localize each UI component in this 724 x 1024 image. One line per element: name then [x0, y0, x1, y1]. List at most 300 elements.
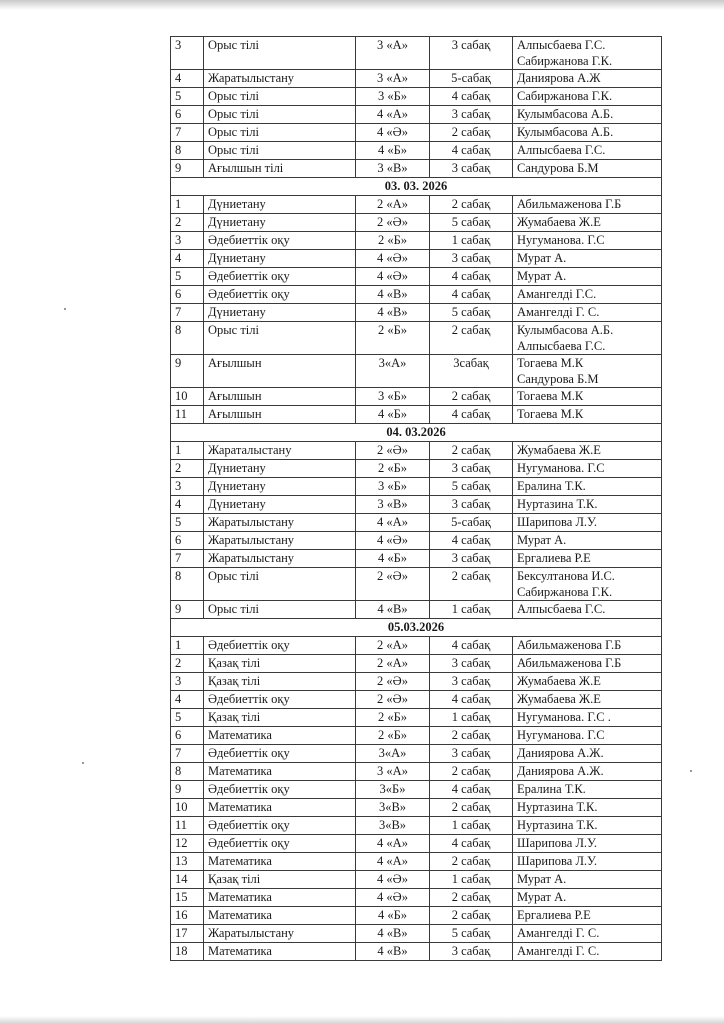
table-row — [171, 37, 662, 70]
row-number: 11 — [171, 406, 204, 424]
subject-cell: Дүниетану — [204, 304, 356, 322]
row-number: 14 — [171, 871, 204, 889]
teacher-cell — [513, 196, 662, 214]
subject-cell: Математика — [204, 727, 356, 745]
row-number: 10 — [171, 388, 204, 406]
lesson-cell: 3 сабақ — [430, 37, 513, 70]
teacher-cell — [513, 835, 662, 853]
class-cell: 2 «Ә» — [356, 673, 430, 691]
table-row — [171, 871, 662, 889]
row-number: 9 — [171, 781, 204, 799]
schedule-body — [171, 37, 662, 961]
subject-cell: Математика — [204, 907, 356, 925]
table-row — [171, 655, 662, 673]
subject-cell: Дүниетану — [204, 214, 356, 232]
row-number: 4 — [171, 70, 204, 88]
teacher-cell — [513, 709, 662, 727]
teacher-name: Абильмаженова Г.Б — [517, 656, 622, 670]
teacher-name: Бексултанова И.С. — [517, 569, 615, 583]
teacher-name: Абильмаженова Г.Б — [517, 197, 622, 211]
table-row — [171, 388, 662, 406]
lesson-cell: 5 сабақ — [430, 925, 513, 943]
row-number: 1 — [171, 442, 204, 460]
subject-cell: Әдебиеттік оқу — [204, 286, 356, 304]
teacher-name: Тогаева М.К — [517, 356, 584, 370]
row-number: 8 — [171, 568, 204, 601]
lesson-cell: 4 сабақ — [430, 532, 513, 550]
lesson-cell: 3 сабақ — [430, 550, 513, 568]
teacher-cell — [513, 88, 662, 106]
teacher-cell — [513, 943, 662, 961]
row-number: 15 — [171, 889, 204, 907]
teacher-name: Кулымбасова А.Б. — [517, 107, 614, 121]
teacher-name: Ергалиева Р.Е — [517, 551, 591, 565]
teacher-cell — [513, 532, 662, 550]
subject-cell: Дүниетану — [204, 196, 356, 214]
row-number: 9 — [171, 355, 204, 388]
teacher-cell — [513, 355, 662, 388]
teacher-name: Шарипова Л.У. — [517, 854, 597, 868]
teacher-cell — [513, 817, 662, 835]
class-cell: 4 «В» — [356, 943, 430, 961]
class-cell: 4 «Ә» — [356, 889, 430, 907]
teacher-cell — [513, 496, 662, 514]
row-number: 13 — [171, 853, 204, 871]
table-row — [171, 532, 662, 550]
subject-cell: Ағылшын тілі — [204, 160, 356, 178]
subject-cell: Әдебиеттік оқу — [204, 835, 356, 853]
subject-cell: Орыс тілі — [204, 322, 356, 355]
lesson-cell: 3 сабақ — [430, 745, 513, 763]
lesson-cell: 3 сабақ — [430, 460, 513, 478]
lesson-cell: 3сабақ — [430, 355, 513, 388]
table-row — [171, 907, 662, 925]
table-row — [171, 322, 662, 355]
row-number: 16 — [171, 907, 204, 925]
teacher-cell — [513, 70, 662, 88]
row-number: 4 — [171, 250, 204, 268]
class-cell: 2 «А» — [356, 655, 430, 673]
lesson-cell: 2 сабақ — [430, 442, 513, 460]
schedule-table — [170, 36, 662, 961]
subject-cell: Орыс тілі — [204, 568, 356, 601]
lesson-cell: 1 сабақ — [430, 817, 513, 835]
teacher-name: Ералина Т.К. — [517, 782, 586, 796]
teacher-name: Сандурова Б.М — [517, 372, 599, 386]
subject-cell: Орыс тілі — [204, 106, 356, 124]
table-row — [171, 817, 662, 835]
table-row — [171, 232, 662, 250]
row-number: 9 — [171, 601, 204, 619]
lesson-cell: 2 сабақ — [430, 124, 513, 142]
class-cell: 4 «Ә» — [356, 250, 430, 268]
subject-cell: Жаратылыстану — [204, 532, 356, 550]
teacher-cell — [513, 142, 662, 160]
lesson-cell: 2 сабақ — [430, 763, 513, 781]
lesson-cell: 1 сабақ — [430, 232, 513, 250]
lesson-cell: 5-сабақ — [430, 514, 513, 532]
class-cell: 3«В» — [356, 817, 430, 835]
class-cell: 2 «Ә» — [356, 442, 430, 460]
subject-cell: Әдебиеттік оқу — [204, 745, 356, 763]
subject-cell: Математика — [204, 799, 356, 817]
class-cell: 3 «Б» — [356, 478, 430, 496]
date-header: 03. 03. 2026 — [171, 178, 662, 196]
class-cell: 2 «Ә» — [356, 691, 430, 709]
teacher-name: Амангелді Г.С. — [517, 287, 597, 301]
teacher-name: Жумабаева Ж.Е — [517, 215, 601, 229]
teacher-name: Жумабаева Ж.Е — [517, 443, 601, 457]
lesson-cell: 3 сабақ — [430, 673, 513, 691]
lesson-cell: 2 сабақ — [430, 907, 513, 925]
table-row — [171, 460, 662, 478]
teacher-cell — [513, 655, 662, 673]
lesson-cell: 4 сабақ — [430, 637, 513, 655]
subject-cell: Әдебиеттік оқу — [204, 637, 356, 655]
teacher-cell — [513, 691, 662, 709]
teacher-name: Кулымбасова А.Б. — [517, 323, 614, 337]
table-row — [171, 637, 662, 655]
lesson-cell: 4 сабақ — [430, 142, 513, 160]
table-row — [171, 355, 662, 388]
teacher-cell — [513, 388, 662, 406]
lesson-cell: 4 сабақ — [430, 835, 513, 853]
teacher-name: Амангелді Г. С. — [517, 944, 600, 958]
class-cell: 4 «Б» — [356, 550, 430, 568]
row-number: 6 — [171, 727, 204, 745]
row-number: 6 — [171, 286, 204, 304]
scan-speck — [64, 308, 66, 310]
teacher-name: Мурат А. — [517, 872, 567, 886]
class-cell: 2 «Б» — [356, 460, 430, 478]
row-number: 2 — [171, 214, 204, 232]
class-cell: 4 «Ә» — [356, 871, 430, 889]
class-cell: 4 «А» — [356, 853, 430, 871]
scan-speck — [690, 770, 692, 772]
class-cell: 4 «Б» — [356, 406, 430, 424]
teacher-cell — [513, 673, 662, 691]
teacher-name: Мурат А. — [517, 890, 567, 904]
lesson-cell: 4 сабақ — [430, 691, 513, 709]
table-row — [171, 943, 662, 961]
teacher-name: Шарипова Л.У. — [517, 515, 597, 529]
subject-cell: Ағылшын — [204, 406, 356, 424]
row-number: 11 — [171, 817, 204, 835]
teacher-name: Амангелді Г. С. — [517, 926, 600, 940]
lesson-cell: 4 сабақ — [430, 88, 513, 106]
teacher-name: Алпысбаева Г.С. — [517, 143, 606, 157]
lesson-cell: 4 сабақ — [430, 268, 513, 286]
teacher-cell — [513, 478, 662, 496]
row-number: 5 — [171, 88, 204, 106]
table-row — [171, 727, 662, 745]
teacher-name: Сандурова Б.М — [517, 161, 599, 175]
subject-cell: Математика — [204, 889, 356, 907]
lesson-cell: 4 сабақ — [430, 406, 513, 424]
lesson-cell: 5 сабақ — [430, 214, 513, 232]
teacher-name: Нугуманова. Г.С — [517, 461, 605, 475]
teacher-cell — [513, 304, 662, 322]
class-cell: 4 «А» — [356, 106, 430, 124]
table-row — [171, 478, 662, 496]
row-number: 1 — [171, 196, 204, 214]
class-cell: 4 «А» — [356, 514, 430, 532]
row-number: 8 — [171, 322, 204, 355]
class-cell: 2 «Б» — [356, 232, 430, 250]
teacher-name: Нуртазина Т.К. — [517, 818, 598, 832]
table-row — [171, 799, 662, 817]
teacher-cell — [513, 853, 662, 871]
table-row — [171, 88, 662, 106]
class-cell: 2 «Б» — [356, 322, 430, 355]
lesson-cell: 2 сабақ — [430, 568, 513, 601]
table-row — [171, 514, 662, 532]
row-number: 2 — [171, 655, 204, 673]
table-row — [171, 889, 662, 907]
subject-cell: Жараталыстану — [204, 442, 356, 460]
subject-cell: Ағылшын — [204, 388, 356, 406]
class-cell: 4 «Ә» — [356, 532, 430, 550]
teacher-cell — [513, 442, 662, 460]
row-number: 12 — [171, 835, 204, 853]
subject-cell: Дүниетану — [204, 478, 356, 496]
row-number: 10 — [171, 799, 204, 817]
subject-cell: Қазақ тілі — [204, 673, 356, 691]
teacher-name: Амангелді Г. С. — [517, 305, 600, 319]
class-cell: 3 «Б» — [356, 88, 430, 106]
teacher-name: Мурат А. — [517, 251, 567, 265]
row-number: 7 — [171, 550, 204, 568]
table-row — [171, 160, 662, 178]
class-cell: 4 «В» — [356, 925, 430, 943]
subject-cell: Орыс тілі — [204, 601, 356, 619]
class-cell: 3 «Б» — [356, 388, 430, 406]
row-number: 7 — [171, 304, 204, 322]
subject-cell: Әдебиеттік оқу — [204, 268, 356, 286]
lesson-cell: 1 сабақ — [430, 871, 513, 889]
teacher-cell — [513, 286, 662, 304]
row-number: 4 — [171, 691, 204, 709]
table-row — [171, 925, 662, 943]
teacher-name: Нугуманова. Г.С — [517, 233, 605, 247]
table-row — [171, 214, 662, 232]
scan-speck — [82, 762, 84, 764]
table-row — [171, 745, 662, 763]
row-number: 18 — [171, 943, 204, 961]
row-number: 8 — [171, 142, 204, 160]
teacher-cell — [513, 106, 662, 124]
teacher-name: Жумабаева Ж.Е — [517, 692, 601, 706]
lesson-cell: 2 сабақ — [430, 388, 513, 406]
subject-cell: Қазақ тілі — [204, 871, 356, 889]
scan-top-edge — [0, 0, 724, 10]
subject-cell: Қазақ тілі — [204, 709, 356, 727]
lesson-cell: 5 сабақ — [430, 304, 513, 322]
teacher-cell — [513, 637, 662, 655]
class-cell: 4 «Ә» — [356, 268, 430, 286]
table-row — [171, 196, 662, 214]
table-row — [171, 691, 662, 709]
lesson-cell: 5-сабақ — [430, 70, 513, 88]
teacher-cell — [513, 727, 662, 745]
table-row — [171, 550, 662, 568]
class-cell: 2 «А» — [356, 637, 430, 655]
teacher-name: Тогаева М.К — [517, 389, 584, 403]
teacher-cell — [513, 160, 662, 178]
table-row — [171, 70, 662, 88]
date-header-row — [171, 178, 662, 196]
lesson-cell: 2 сабақ — [430, 322, 513, 355]
row-number: 2 — [171, 460, 204, 478]
class-cell: 3 «А» — [356, 70, 430, 88]
teacher-cell — [513, 781, 662, 799]
subject-cell: Математика — [204, 943, 356, 961]
lesson-cell: 2 сабақ — [430, 889, 513, 907]
teacher-name: Нуртазина Т.К. — [517, 800, 598, 814]
subject-cell: Математика — [204, 763, 356, 781]
teacher-name: Сабиржанова Г.К. — [517, 89, 613, 103]
lesson-cell: 3 сабақ — [430, 250, 513, 268]
teacher-name: Сабиржанова Г.К. — [517, 54, 613, 68]
table-row — [171, 442, 662, 460]
subject-cell: Орыс тілі — [204, 124, 356, 142]
teacher-name: Ергалиева Р.Е — [517, 908, 591, 922]
table-row — [171, 568, 662, 601]
teacher-name: Тогаева М.К — [517, 407, 584, 421]
table-row — [171, 106, 662, 124]
teacher-cell — [513, 214, 662, 232]
teacher-cell — [513, 232, 662, 250]
subject-cell: Әдебиеттік оқу — [204, 781, 356, 799]
date-header: 05.03.2026 — [171, 619, 662, 637]
row-number: 5 — [171, 709, 204, 727]
teacher-name: Нугуманова. Г.С . — [517, 710, 611, 724]
teacher-cell — [513, 514, 662, 532]
lesson-cell: 3 сабақ — [430, 160, 513, 178]
table-row — [171, 763, 662, 781]
row-number: 1 — [171, 637, 204, 655]
lesson-cell: 3 сабақ — [430, 106, 513, 124]
teacher-name: Ералина Т.К. — [517, 479, 586, 493]
table-row — [171, 835, 662, 853]
subject-cell: Ағылшын — [204, 355, 356, 388]
teacher-name: Нугуманова. Г.С — [517, 728, 605, 742]
teacher-cell — [513, 763, 662, 781]
table-row — [171, 250, 662, 268]
table-row — [171, 673, 662, 691]
class-cell: 2 «Б» — [356, 709, 430, 727]
row-number: 3 — [171, 478, 204, 496]
subject-cell: Әдебиеттік оқу — [204, 232, 356, 250]
class-cell: 3 «В» — [356, 160, 430, 178]
teacher-name: Нуртазина Т.К. — [517, 497, 598, 511]
table-row — [171, 268, 662, 286]
table-row — [171, 709, 662, 727]
teacher-cell — [513, 799, 662, 817]
row-number: 6 — [171, 106, 204, 124]
date-header-row — [171, 619, 662, 637]
class-cell: 4 «В» — [356, 601, 430, 619]
teacher-name: Даниярова А.Ж. — [517, 764, 604, 778]
class-cell: 3«Б» — [356, 781, 430, 799]
subject-cell: Әдебиеттік оқу — [204, 817, 356, 835]
class-cell: 4 «В» — [356, 304, 430, 322]
lesson-cell: 3 сабақ — [430, 496, 513, 514]
teacher-cell — [513, 406, 662, 424]
lesson-cell: 4 сабақ — [430, 286, 513, 304]
class-cell: 4 «Ә» — [356, 124, 430, 142]
teacher-cell — [513, 871, 662, 889]
teacher-name: Алпысбаева Г.С. — [517, 38, 606, 52]
date-header-row — [171, 424, 662, 442]
row-number: 17 — [171, 925, 204, 943]
row-number: 7 — [171, 124, 204, 142]
class-cell: 4 «Б» — [356, 142, 430, 160]
teacher-cell — [513, 268, 662, 286]
teacher-cell — [513, 568, 662, 601]
teacher-name: Даниярова А.Ж — [517, 71, 601, 85]
teacher-cell — [513, 925, 662, 943]
row-number: 3 — [171, 673, 204, 691]
class-cell: 2 «А» — [356, 196, 430, 214]
class-cell: 4 «Б» — [356, 907, 430, 925]
subject-cell: Жаратылыстану — [204, 70, 356, 88]
class-cell: 4 «А» — [356, 835, 430, 853]
teacher-name: Абильмаженова Г.Б — [517, 638, 622, 652]
subject-cell: Жаратылыстану — [204, 514, 356, 532]
lesson-cell: 3 сабақ — [430, 655, 513, 673]
teacher-name: Сабиржанова Г.К. — [517, 585, 613, 599]
date-header: 04. 03.2026 — [171, 424, 662, 442]
table-row — [171, 601, 662, 619]
class-cell: 3«А» — [356, 355, 430, 388]
teacher-name: Шарипова Л.У. — [517, 836, 597, 850]
teacher-name: Кулымбасова А.Б. — [517, 125, 614, 139]
subject-cell: Дүниетану — [204, 496, 356, 514]
lesson-cell: 2 сабақ — [430, 196, 513, 214]
teacher-cell — [513, 745, 662, 763]
row-number: 9 — [171, 160, 204, 178]
row-number: 3 — [171, 232, 204, 250]
teacher-cell — [513, 460, 662, 478]
teacher-cell — [513, 37, 662, 70]
teacher-name: Жумабаева Ж.Е — [517, 674, 601, 688]
table-row — [171, 496, 662, 514]
row-number: 5 — [171, 514, 204, 532]
lesson-cell: 4 сабақ — [430, 781, 513, 799]
table-row — [171, 304, 662, 322]
lesson-cell: 3 сабақ — [430, 943, 513, 961]
teacher-name: Алпысбаева Г.С. — [517, 339, 606, 353]
class-cell: 3 «А» — [356, 37, 430, 70]
class-cell: 3«В» — [356, 799, 430, 817]
teacher-cell — [513, 322, 662, 355]
table-row — [171, 781, 662, 799]
row-number: 3 — [171, 37, 204, 70]
row-number: 8 — [171, 763, 204, 781]
class-cell: 2 «Ә» — [356, 214, 430, 232]
class-cell: 3 «А» — [356, 763, 430, 781]
lesson-cell: 2 сабақ — [430, 727, 513, 745]
lesson-cell: 2 сабақ — [430, 853, 513, 871]
subject-cell: Дүниетану — [204, 460, 356, 478]
subject-cell: Әдебиеттік оқу — [204, 691, 356, 709]
teacher-name: Даниярова А.Ж. — [517, 746, 604, 760]
subject-cell: Математика — [204, 853, 356, 871]
teacher-cell — [513, 601, 662, 619]
subject-cell: Дүниетану — [204, 250, 356, 268]
subject-cell: Орыс тілі — [204, 142, 356, 160]
